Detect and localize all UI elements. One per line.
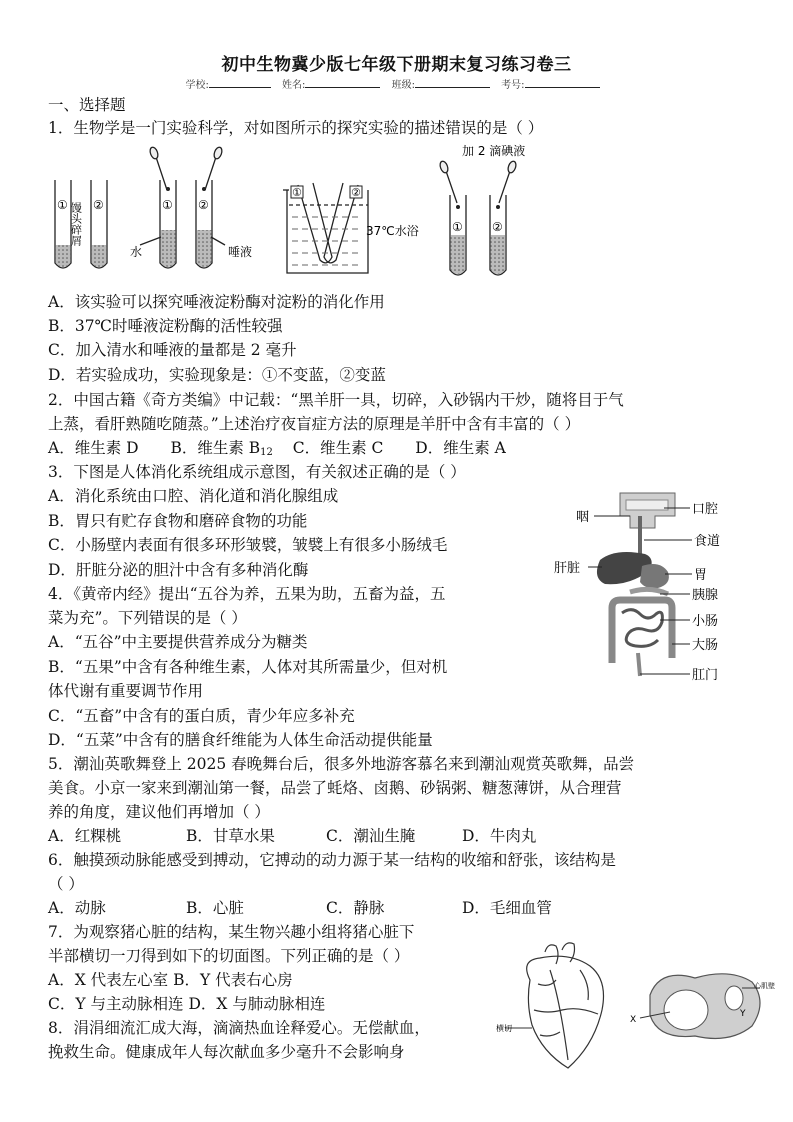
fig-tube2-label: ② bbox=[93, 198, 104, 212]
fig-water-label: 水 bbox=[130, 245, 143, 259]
number-blank[interactable] bbox=[525, 77, 600, 88]
name-blank[interactable] bbox=[305, 77, 380, 88]
q4-option-b-line1[interactable]: B．“五果”中含有各种维生素，人体对其所需量少，但对机 bbox=[48, 658, 448, 676]
fig-saliva-label: 唾液 bbox=[228, 245, 253, 259]
school-blank[interactable] bbox=[209, 77, 271, 88]
q7-heart-figure bbox=[490, 940, 780, 1070]
label-anus: 肛门 bbox=[692, 668, 719, 683]
q2-stem-line1: 2．中国古籍《奇方类编》中记载：“黑羊肝一具，切碎，入砂锅内干炒，随将目于气 bbox=[48, 391, 624, 409]
heart-cut-label: 横切 bbox=[496, 1024, 512, 1033]
q3-option-c[interactable]: C．小肠壁内表面有很多环形皱襞，皱襞上有很多小肠绒毛 bbox=[48, 536, 448, 554]
label-small-intestine: 小肠 bbox=[692, 614, 719, 629]
q4-option-b-line2: 体代谢有重要调节作用 bbox=[48, 682, 204, 700]
q7-stem-line1: 7．为观察猪心脏的结构，某生物兴趣小组将猪心脏下 bbox=[48, 923, 415, 941]
q1-option-d[interactable]: D．若实验成功，实验现象是：①不变蓝，②变蓝 bbox=[48, 366, 386, 384]
q7-stem-line2: 半部横切一刀得到如下的切面图。下列正确的是（ ） bbox=[48, 947, 410, 965]
fig-iodine-tube1: ① bbox=[452, 220, 463, 234]
q5-stem-line2: 美食。小京一家来到潮汕第一餐，品尝了蚝烙、卤鹅、砂锅粥、糖葱薄饼，从合理营 bbox=[48, 779, 622, 797]
q3-digestive-system-figure bbox=[554, 488, 740, 688]
q6-stem-line2: （ ） bbox=[48, 875, 84, 893]
q7-options-cd[interactable]: C．Y 与主动脉相连 D．X 与肺动脉相连 bbox=[48, 995, 326, 1013]
q6-stem-line1: 6．触摸颈动脉能感受到搏动，它搏动的动力源于某一结构的收缩和舒张，该结构是 bbox=[48, 851, 616, 869]
q6-option-d[interactable]: D．毛细血管 bbox=[462, 899, 552, 917]
page-title: 初中生物冀少版七年级下册期末复习练习卷三 bbox=[221, 55, 572, 75]
q7-options-ab[interactable]: A．X 代表左心室 B．Y 代表右心房 bbox=[48, 971, 293, 989]
tube-pair-droppers bbox=[140, 146, 225, 268]
q1-stem: 1．生物学是一门实验科学，对如图所示的探究实验的描述错误的是（ ） bbox=[48, 119, 544, 137]
fig-iodine-tube2: ② bbox=[492, 220, 503, 234]
class-label: 班级: bbox=[391, 80, 415, 91]
q6-option-c[interactable]: C．静脉 bbox=[326, 899, 385, 917]
q6-options bbox=[48, 897, 552, 919]
fig-tube2b-label: ② bbox=[198, 198, 209, 212]
fig-bath-tube1: ① bbox=[292, 186, 302, 199]
q3-option-b[interactable]: B．胃只有贮存食物和磨碎食物的功能 bbox=[48, 512, 308, 530]
heart-wall-label: 心肌壁 bbox=[754, 982, 775, 990]
q4-option-a[interactable]: A．“五谷”中主要提供营养成分为糖类 bbox=[48, 633, 308, 651]
q2-option-b[interactable]: B．维生素 $B_{12}$ bbox=[170, 439, 273, 458]
q1-experiment-figure bbox=[50, 145, 570, 285]
q8-stem-line2: 挽救生命。健康成年人每次献血多少毫升不会影响身 bbox=[48, 1043, 405, 1061]
q3-option-d[interactable]: D．肝脏分泌的胆汁中含有多种消化酶 bbox=[48, 561, 309, 579]
fig-bath-label: 37℃水浴 bbox=[366, 224, 419, 238]
fig-bread-label: 馒头碎屑 bbox=[69, 202, 83, 246]
label-esophagus: 食道 bbox=[694, 534, 721, 549]
q5-option-a[interactable]: A．红粿桃 bbox=[48, 827, 122, 845]
label-mouth: 口腔 bbox=[692, 502, 719, 517]
fig-iodine-label: 加 2 滴碘液 bbox=[462, 144, 526, 158]
tube-pair-iodine bbox=[439, 160, 518, 275]
name-label: 姓名: bbox=[282, 80, 306, 91]
school-label: 学校: bbox=[185, 80, 209, 91]
label-pharynx: 咽 bbox=[576, 510, 590, 525]
q6-option-b[interactable]: B．心脏 bbox=[186, 899, 244, 917]
q5-option-c[interactable]: C．潮汕生腌 bbox=[326, 827, 416, 845]
label-pancreas: 胰腺 bbox=[692, 588, 719, 603]
heart-x-label: X bbox=[630, 1015, 637, 1025]
q5-option-d[interactable]: D．牛肉丸 bbox=[462, 827, 537, 845]
q8-stem-line1: 8．涓涓细流汇成大海，滴滴热血诠释爱心。无偿献血， bbox=[48, 1019, 430, 1037]
q5-stem-line1: 5．潮汕英歌舞登上 2025 春晚舞台后，很多外地游客慕名来到潮汕观赏英歌舞，品尝 bbox=[48, 755, 635, 773]
q4-stem-line2: 菜为充”。下列错误的是（ ） bbox=[48, 609, 247, 627]
q1-option-c[interactable]: C．加入清水和唾液的量都是 2 毫升 bbox=[48, 341, 297, 359]
number-label: 考号: bbox=[501, 80, 525, 91]
label-stomach: 胃 bbox=[694, 568, 708, 583]
q2-options bbox=[48, 437, 506, 464]
q2-stem-line2: 上蒸，看肝熟随吃随蒸。”上述治疗夜盲症方法的原理是羊肝中含有丰富的（ ） bbox=[48, 415, 581, 433]
q5-options bbox=[48, 825, 536, 847]
label-large-intestine: 大肠 bbox=[692, 638, 719, 653]
student-info-row bbox=[0, 76, 793, 91]
bath-water-lines bbox=[292, 217, 362, 265]
q4-option-c[interactable]: C．“五畜”中含有的蛋白质，青少年应多补充 bbox=[48, 707, 355, 725]
q5-option-b[interactable]: B．甘草水果 bbox=[186, 827, 275, 845]
q2-option-a[interactable]: A．维生素 D bbox=[48, 439, 139, 457]
q6-option-a[interactable]: A．动脉 bbox=[48, 899, 106, 917]
fig-bath-tube2: ② bbox=[351, 186, 361, 199]
q4-option-d[interactable]: D．“五菜”中含有的膳食纤维能为人体生命活动提供能量 bbox=[48, 731, 433, 749]
q3-stem: 3．下图是人体消化系统组成示意图，有关叙述正确的是（ ） bbox=[48, 463, 466, 481]
q2-option-d[interactable]: D．维生素 A bbox=[415, 439, 506, 457]
q3-option-a[interactable]: A．消化系统由口腔、消化道和消化腺组成 bbox=[48, 487, 339, 505]
class-blank[interactable] bbox=[415, 77, 490, 88]
q4-stem-line1: 4．《黄帝内经》提出“五谷为养，五果为助，五畜为益，五 bbox=[48, 585, 446, 603]
q5-stem-line3: 养的角度，建议他们再增加（ ） bbox=[48, 803, 270, 821]
q1-option-b[interactable]: B．37℃时唾液淀粉酶的活性较强 bbox=[48, 317, 283, 335]
section-heading: 一、选择题 bbox=[48, 96, 126, 114]
fig-tube1-label: ① bbox=[57, 198, 68, 212]
heart-y-label: Y bbox=[740, 1009, 746, 1019]
q1-option-a[interactable]: A．该实验可以探究唾液淀粉酶对淀粉的消化作用 bbox=[48, 293, 385, 311]
label-liver: 肝脏 bbox=[554, 561, 581, 576]
fig-tube1b-label: ① bbox=[162, 198, 173, 212]
q2-option-c[interactable]: C．维生素 C bbox=[292, 439, 384, 457]
